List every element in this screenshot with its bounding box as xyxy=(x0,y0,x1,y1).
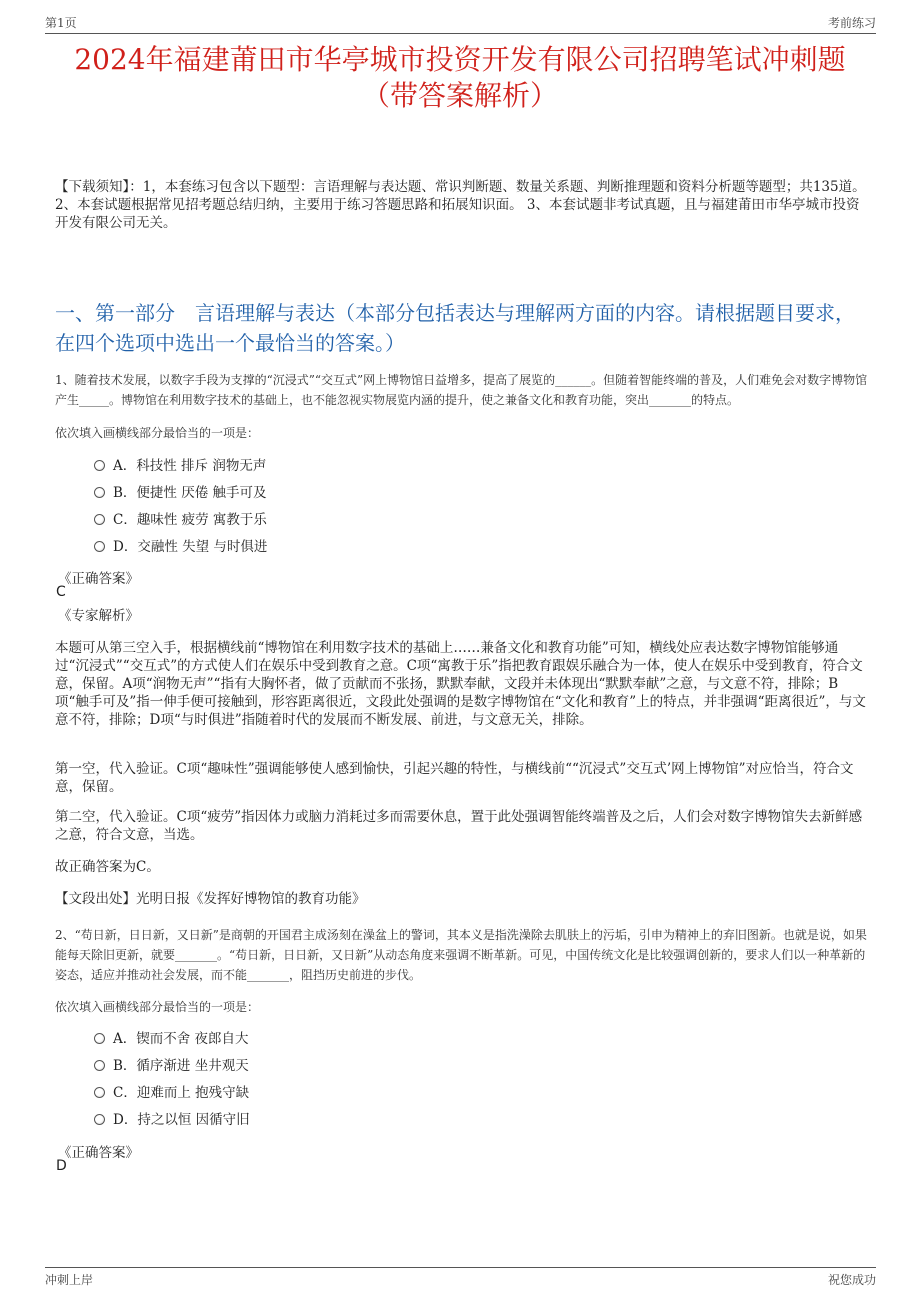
radio-icon[interactable] xyxy=(94,514,105,525)
q1-option-c[interactable] xyxy=(94,507,267,534)
q1-source: 【文段出处】光明日报《发挥好博物馆的教育功能》 xyxy=(55,891,366,907)
title-line-1: 2024年福建莆田市华亭城市投资开发有限公司招聘笔试冲刺题 xyxy=(74,43,846,76)
footer-left: 冲刺上岸 xyxy=(45,1273,94,1287)
radio-icon[interactable] xyxy=(94,1060,105,1071)
q2-option-c[interactable] xyxy=(94,1080,250,1107)
q2-option-a[interactable] xyxy=(94,1026,250,1053)
section-title: 一、第一部分 言语理解与表达（本部分包括表达与理解两方面的内容。请根据题目要求，在四个选项中选出一个最恰当的答案。） xyxy=(55,301,855,355)
q2-answer: D xyxy=(56,1158,67,1174)
footer-right: 祝您成功 xyxy=(827,1273,876,1287)
option-label: A．科技性 排斥 润物无声 xyxy=(113,458,267,474)
radio-icon[interactable] xyxy=(94,460,105,471)
download-notice: 【下载须知】：1，本套练习包含以下题型：言语理解与表达题、常识判断题、数量关系题、判断推理题和资料分析题等题型；共135道。 2、本套试题根据常见招考题总结归纳，主要用于练习答题思路和拓展知识面。 3、本套试题非考试真题，且与福建莆田市华亭城市投资开发有限公司无关。 xyxy=(55,179,866,231)
option-label: A．锲而不舍 夜郎自大 xyxy=(113,1031,249,1047)
q1-answer: C xyxy=(56,584,66,600)
q2-prompt: 依次填入画横线部分最恰当的一项是： xyxy=(55,1000,260,1014)
q2-option-b[interactable] xyxy=(94,1053,250,1080)
option-label: C．迎难而上 抱残守缺 xyxy=(113,1085,250,1101)
q2-answer-label: 《正确答案》 xyxy=(58,1145,139,1161)
q1-analysis-p1: 本题可从第三空入手，根据横线前“博物馆在利用数字技术的基础上……兼备文化和教育功能”可知，横线处应表达数字博物馆能够通过“沉浸式”“交互式”的方式使人们在娱乐中受到教育之意。C项“寓教于乐”指把教育跟娱乐融合为一体，使人在娱乐中受到教育，符合文意，保留。A项“润物无声”“指有大胸怀者，做了贡献而不张扬，默默奉献，文段并未体现出“默默奉献”之意，与文意不符，排除；B项“触手可及”指一伸手便可接触到，形容距离很近，文段此处强调的是数字博物馆在“文化和教育”上的特点，并非强调“距离很近”，与文意不符，排除；D项“与时俱进”指随着时代的发展而不断发展、前进，与文意无关，排除。 xyxy=(55,640,866,728)
radio-icon[interactable] xyxy=(94,1033,105,1044)
page-footer xyxy=(45,1271,876,1289)
footer-divider xyxy=(45,1267,876,1268)
q1-option-d[interactable] xyxy=(94,534,267,561)
option-label: C．趣味性 疲劳 寓教于乐 xyxy=(113,512,267,528)
option-label: B．循序渐进 坐井观天 xyxy=(113,1058,249,1074)
q2-options xyxy=(94,1026,250,1134)
document-title xyxy=(40,42,880,114)
q1-stem: 1、随着技术发展，以数字手段为支撑的“沉浸式”“交互式”网上博物馆日益增多，提高了展览的______。但随着智能终端的普及，人们难免会对数字博物馆产生_____。博物馆在利用数字技术的基础上，也不能忽视实物展览内涵的提升，使之兼备文化和教育功能，突出_______的特点。 xyxy=(55,373,868,407)
radio-icon[interactable] xyxy=(94,1114,105,1125)
page-header xyxy=(45,14,876,32)
header-tag: 考前练习 xyxy=(827,16,876,30)
q1-analysis-p2: 第一空，代入验证。C项“趣味性”强调能够使人感到愉快，引起兴趣的特性，与横线前““沉浸式”交互式’网上博物馆”对应恰当，符合文意，保留。 xyxy=(55,761,854,795)
q1-answer-label: 《正确答案》 xyxy=(58,571,139,587)
page-number: 第1页 xyxy=(45,16,77,30)
option-label: D．交融性 失望 与时俱进 xyxy=(113,539,268,555)
q1-option-b[interactable] xyxy=(94,480,267,507)
q1-options xyxy=(94,453,267,561)
q1-analysis-p3: 第二空，代入验证。C项“疲劳”指因体力或脑力消耗过多而需要休息，置于此处强调智能终端普及之后，人们会对数字博物馆失去新鲜感之意，符合文意，当选。 xyxy=(55,809,863,843)
header-divider xyxy=(45,33,876,34)
option-label: D．持之以恒 因循守旧 xyxy=(113,1112,250,1128)
title-line-2: （带答案解析） xyxy=(361,79,558,112)
q2-option-d[interactable] xyxy=(94,1107,250,1134)
radio-icon[interactable] xyxy=(94,1087,105,1098)
q1-analysis-p4: 故正确答案为C。 xyxy=(55,859,160,875)
q1-analysis-label: 《专家解析》 xyxy=(58,608,139,624)
q2-stem: 2、“苟日新，日日新，又日新”是商朝的开国君主成汤刻在澡盆上的警词，其本义是指洗澡除去肌肤上的污垢，引申为精神上的弃旧图新。也就是说，如果能每天除旧更新，就要_______。“苟日新，日日新，又日新”从动态角度来强调不断革新。可见，中国传统文化是比较强调创新的，要求人们以一种革新的姿态，适应并推动社会发展，而不能_______，阻挡历史前进的步伐。 xyxy=(55,928,867,982)
q1-option-a[interactable] xyxy=(94,453,267,480)
radio-icon[interactable] xyxy=(94,487,105,498)
option-label: B．便捷性 厌倦 触手可及 xyxy=(113,485,267,501)
q1-prompt: 依次填入画横线部分最恰当的一项是： xyxy=(55,426,260,440)
radio-icon[interactable] xyxy=(94,541,105,552)
